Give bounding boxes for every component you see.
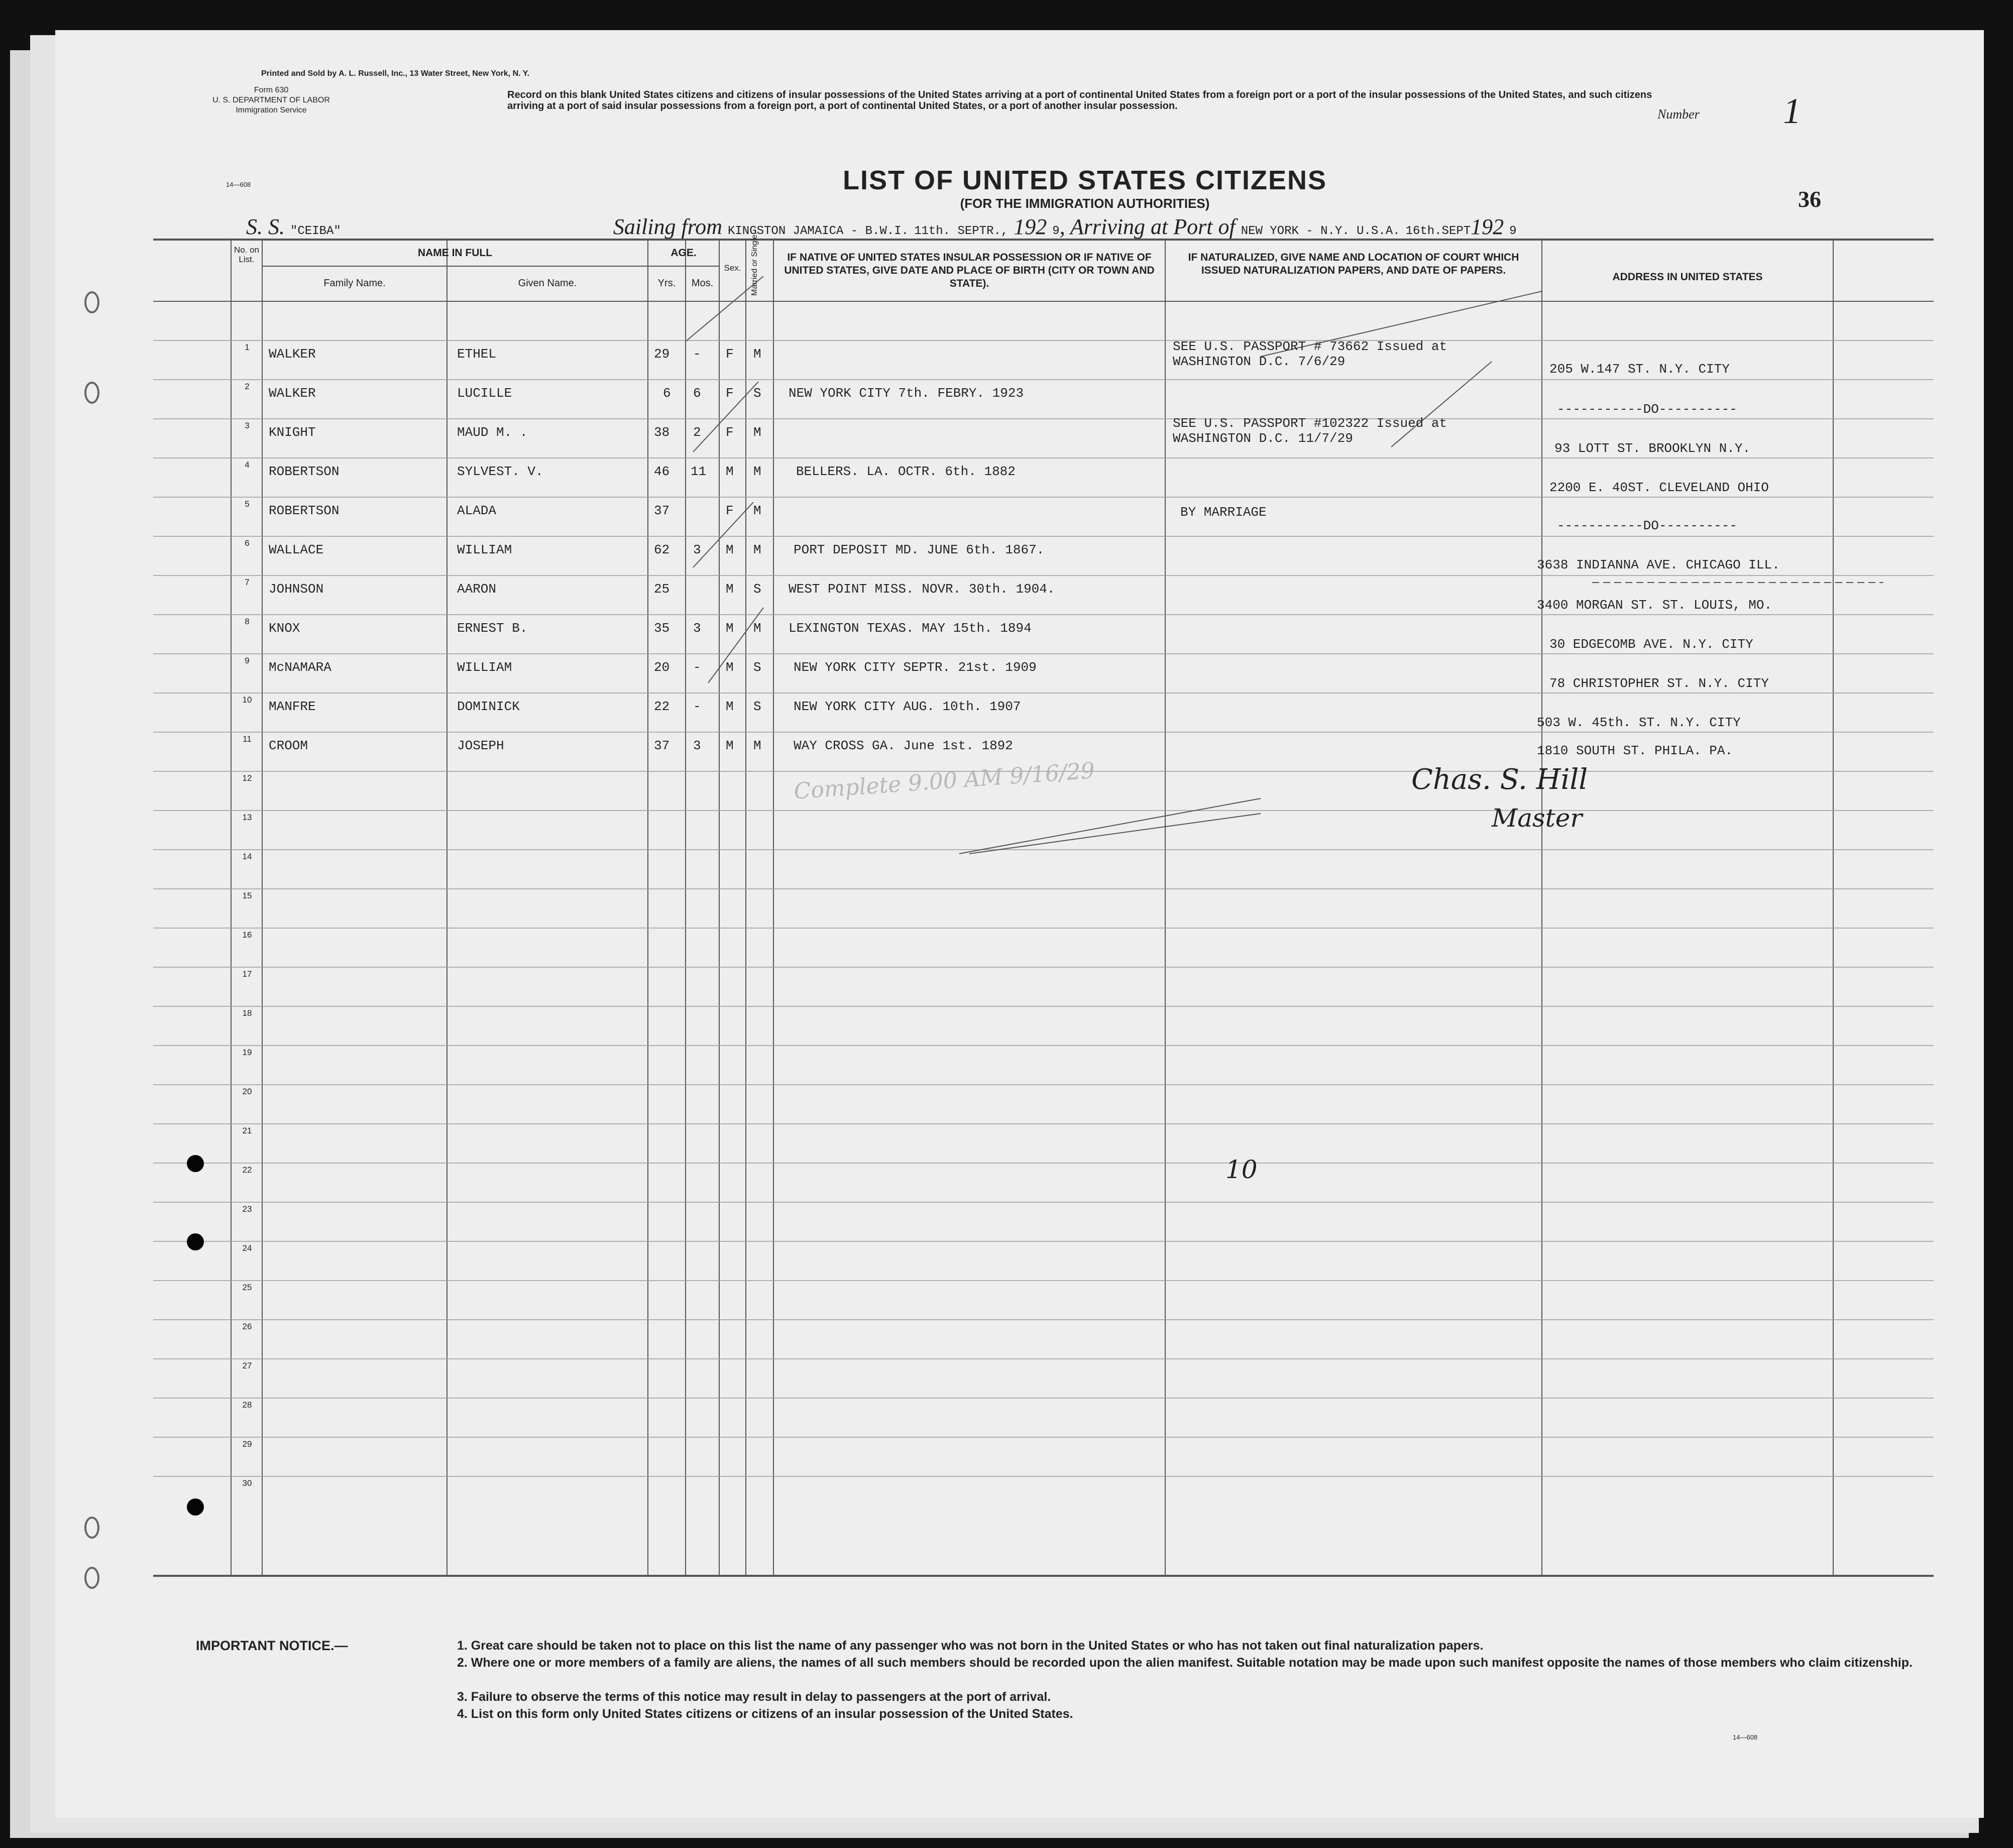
birth-info: NEW YORK CITY AUG. 10th. 1907	[794, 699, 1021, 714]
naturalization-line-2: WASHINGTON D.C. 11/7/29	[1173, 431, 1353, 446]
department: U. S. DEPARTMENT OF LABOR	[212, 96, 330, 104]
sex: M	[726, 542, 734, 557]
ship-name: "CEIBA"	[290, 224, 341, 238]
age-months: 3	[693, 542, 701, 557]
ring-hole	[84, 1517, 99, 1539]
address: 503 W. 45th. ST. N.Y. CITY	[1537, 715, 1741, 730]
form-code-top: 14—608	[226, 181, 251, 188]
age-years: 62	[654, 542, 670, 557]
row-number: 15	[242, 891, 252, 900]
row-number: 4	[245, 460, 250, 470]
sex: M	[726, 621, 734, 636]
row-number: 1	[245, 342, 250, 352]
row-number: 7	[245, 578, 250, 587]
birth-info: LEXINGTON TEXAS. MAY 15th. 1894	[789, 621, 1032, 636]
row-number: 20	[242, 1087, 252, 1096]
header-no-on-list: No. on List.	[234, 245, 260, 264]
punch-hole	[187, 1155, 204, 1172]
manifest-sheet	[55, 30, 1984, 1818]
age-months: 3	[693, 621, 701, 636]
age-months: -	[693, 346, 701, 362]
marital-status: S	[753, 386, 761, 401]
arrival-date: 16th.SEPT	[1405, 224, 1471, 238]
given-name: MAUD M. .	[457, 425, 528, 440]
row-number: 16	[242, 930, 252, 940]
age-years: 20	[654, 660, 670, 675]
family-name: CROOM	[269, 738, 308, 753]
marital-status: M	[753, 542, 761, 557]
naturalization-line-1: SEE U.S. PASSPORT #102322 Issued at	[1173, 416, 1447, 431]
instructions: Record on this blank United States citizens and citizens of insular possessions of the United States arriving at a port of continental United States from a foreign port or a port of the insular possessions of the United States, and such citizens arriving at a port of said insular possessions from a foreign port, a port of continental United States, or a port of another insular possession.	[507, 89, 1652, 111]
number-label: Number	[1657, 107, 1700, 122]
year-digit-2: 9	[1509, 224, 1517, 238]
address: 2200 E. 40ST. CLEVELAND OHIO	[1549, 480, 1769, 495]
form-number: Form 630	[254, 86, 289, 94]
form-code-bottom: 14—608	[1733, 1734, 1758, 1741]
birth-info: BELLERS. LA. OCTR. 6th. 1882	[796, 464, 1016, 479]
birth-info: NEW YORK CITY SEPTR. 21st. 1909	[794, 660, 1037, 675]
age-years: 22	[654, 699, 670, 714]
punch-hole	[187, 1233, 204, 1250]
row-number: 3	[245, 421, 250, 430]
row-number: 8	[245, 617, 250, 626]
age-years: 6	[663, 386, 671, 401]
row-number: 29	[242, 1439, 252, 1449]
address: 1810 SOUTH ST. PHILA. PA.	[1537, 743, 1733, 758]
completion-note: Complete 9.00 AM 9/16/29	[793, 758, 1096, 804]
age-years: 37	[654, 503, 670, 518]
age-months: 3	[693, 738, 701, 753]
given-name: LUCILLE	[457, 386, 512, 401]
given-name: ERNEST B.	[457, 621, 528, 636]
family-name: ROBERTSON	[269, 464, 340, 479]
row-number: 17	[242, 969, 252, 979]
row-number: 11	[243, 734, 252, 744]
header-months: Mos.	[691, 278, 714, 289]
given-name: JOSEPH	[457, 738, 504, 753]
given-name: WILLIAM	[457, 542, 512, 557]
departure-date: 11th. SEPTR.,	[914, 224, 1009, 238]
printer-line: Printed and Sold by A. L. Russell, Inc., 13 Water Street, New York, N. Y.	[261, 69, 530, 78]
marital-status: M	[753, 621, 761, 636]
family-name: ROBERTSON	[269, 503, 340, 518]
header-married-single: Married or Single.	[750, 232, 759, 296]
address: 78 CHRISTOPHER ST. N.Y. CITY	[1549, 676, 1769, 691]
age-months: -	[693, 699, 701, 714]
row-number: 22	[242, 1165, 252, 1175]
sex: F	[726, 503, 734, 518]
row-number: 9	[245, 656, 250, 665]
birth-info: NEW YORK CITY 7th. FEBRY. 1923	[789, 386, 1024, 401]
marital-status: S	[753, 582, 761, 597]
ring-hole	[84, 291, 99, 313]
naturalization-line-1: SEE U.S. PASSPORT # 73662 Issued at	[1173, 339, 1447, 354]
year-prefix-2: 192	[1471, 214, 1504, 239]
birth-info: WAY CROSS GA. June 1st. 1892	[794, 738, 1013, 753]
sex: M	[726, 582, 734, 597]
sex: M	[726, 738, 734, 753]
row-number: 5	[245, 499, 250, 509]
arrival-port: NEW YORK - N.Y. U.S.A.	[1241, 224, 1400, 238]
address: 93 LOTT ST. BROOKLYN N.Y.	[1554, 441, 1751, 456]
age-months: 11	[691, 464, 707, 479]
age-years: 38	[654, 425, 670, 440]
header-given-name: Given Name.	[518, 278, 577, 289]
family-name: JOHNSON	[269, 582, 324, 597]
row-number: 19	[242, 1048, 252, 1057]
row-number: 27	[242, 1361, 252, 1370]
marital-status: M	[753, 464, 761, 479]
header-birth: IF NATIVE OF UNITED STATES INSULAR POSSESSION OR IF NATIVE OF UNITED STATES, GIVE DATE AND PLACE OF BIRTH (CITY OR TOWN AND STATE).	[784, 252, 1155, 289]
age-years: 46	[654, 464, 670, 479]
page-number: 36	[1798, 186, 1821, 212]
row-number: 18	[242, 1008, 252, 1018]
row-number: 12	[242, 773, 252, 783]
header-name-in-full: NAME IN FULL	[417, 247, 493, 259]
age-months: -	[693, 660, 701, 675]
notice-item: 3. Failure to observe the terms of this notice may result in delay to passengers at the port of arrival.	[457, 1690, 1051, 1704]
service: Immigration Service	[236, 106, 307, 114]
family-name: KNOX	[269, 621, 300, 636]
page-title: LIST OF UNITED STATES CITIZENS	[843, 165, 1327, 195]
notice-item: 1. Great care should be taken not to place on this list the name of any passenger who was not born in the United States or who has not taken out final naturalization papers.	[457, 1639, 1484, 1653]
birth-info: WEST POINT MISS. NOVR. 30th. 1904.	[789, 582, 1055, 597]
marital-status: M	[753, 503, 761, 518]
row-number: 14	[242, 852, 252, 861]
marital-status: M	[753, 346, 761, 362]
header-years: Yrs.	[657, 278, 676, 289]
marital-status: S	[753, 699, 761, 714]
margin-number: 10	[1225, 1155, 1258, 1184]
row-number: 24	[242, 1243, 252, 1253]
marital-status: M	[753, 738, 761, 753]
year-digit: 9	[1052, 224, 1060, 238]
ss-label: S. S.	[246, 214, 285, 239]
age-years: 25	[654, 582, 670, 597]
birth-info: PORT DEPOSIT MD. JUNE 6th. 1867.	[794, 542, 1045, 557]
row-number: 6	[245, 538, 250, 548]
header-address: ADDRESS IN UNITED STATES	[1612, 271, 1763, 283]
row-number: 23	[242, 1204, 252, 1214]
departure-port: KINGSTON JAMAICA - B.W.I.	[728, 224, 909, 238]
family-name: MANFRE	[269, 699, 316, 714]
address: -----------DO----------	[1557, 518, 1737, 533]
age-years: 35	[654, 621, 670, 636]
given-name: SYLVEST. V.	[457, 464, 543, 479]
sailing-label: Sailing from	[613, 214, 722, 239]
ring-hole	[84, 1567, 99, 1589]
given-name: ETHEL	[457, 346, 497, 362]
address: 3638 INDIANNA AVE. CHICAGO ILL.	[1537, 557, 1780, 572]
naturalization-line-2: WASHINGTON D.C. 7/6/29	[1173, 354, 1346, 369]
header-naturalized: IF NATURALIZED, GIVE NAME AND LOCATION OF COURT WHICH ISSUED NATURALIZATION PAPERS, AND DATE OF PAPERS.	[1188, 252, 1519, 276]
family-name: WALKER	[269, 386, 316, 401]
sex: M	[726, 699, 734, 714]
sex: M	[726, 660, 734, 675]
side-number: 44	[1984, 224, 2002, 244]
arriving-label: , Arriving at Port of	[1059, 214, 1236, 239]
ring-hole	[84, 382, 99, 404]
punch-hole	[187, 1498, 204, 1516]
address: 3400 MORGAN ST. ST. LOUIS, MO.	[1537, 598, 1772, 613]
age-months: 6	[693, 386, 701, 401]
row-number: 21	[242, 1126, 252, 1135]
family-name: WALKER	[269, 346, 316, 362]
row-number: 26	[242, 1322, 252, 1331]
family-name: WALLACE	[269, 542, 324, 557]
sex: F	[726, 346, 734, 362]
row-number: 28	[242, 1400, 252, 1410]
family-name: KNIGHT	[269, 425, 316, 440]
address: 205 W.147 ST. N.Y. CITY	[1549, 362, 1730, 377]
row-number: 2	[245, 382, 250, 391]
address: 30 EDGECOMB AVE. N.Y. CITY	[1549, 637, 1753, 652]
year-prefix: 192	[1014, 214, 1047, 239]
age-years: 29	[654, 346, 670, 362]
header-sex: Sex.	[724, 263, 741, 273]
given-name: DOMINICK	[457, 699, 520, 714]
page-subtitle: (FOR THE IMMIGRATION AUTHORITIES)	[960, 196, 1210, 211]
given-name: WILLIAM	[457, 660, 512, 675]
number-value: 1	[1783, 91, 1801, 131]
row-number: 30	[242, 1478, 252, 1488]
sex: F	[726, 386, 734, 401]
sex: F	[726, 425, 734, 440]
given-name: ALADA	[457, 503, 497, 518]
naturalization-line-1: BY MARRIAGE	[1180, 505, 1267, 520]
age-years: 37	[654, 738, 670, 753]
header-age: AGE.	[670, 247, 697, 259]
row-number: 13	[242, 813, 252, 822]
address: -----------DO----------	[1557, 402, 1737, 417]
marital-status: S	[753, 660, 761, 675]
master-label: Master	[1492, 803, 1583, 833]
header-family-name: Family Name.	[323, 278, 386, 289]
row-number: 25	[242, 1283, 252, 1292]
notice-heading: IMPORTANT NOTICE.—	[196, 1638, 348, 1653]
row-number: 10	[242, 695, 252, 705]
age-months: 2	[693, 425, 701, 440]
table-grid	[55, 30, 1984, 1818]
master-signature: Chas. S. Hill	[1411, 763, 1588, 796]
family-name: McNAMARA	[269, 660, 331, 675]
notice-item: 2. Where one or more members of a family are aliens, the names of all such members should be recorded upon the alien manifest. Suitable notation may be made upon such manifest opposite the names of those members who claim citizenship.	[457, 1656, 1913, 1670]
given-name: AARON	[457, 582, 497, 597]
sex: M	[726, 464, 734, 479]
marital-status: M	[753, 425, 761, 440]
notice-item: 4. List on this form only United States citizens or citizens of an insular possession of the United States.	[457, 1707, 1073, 1721]
